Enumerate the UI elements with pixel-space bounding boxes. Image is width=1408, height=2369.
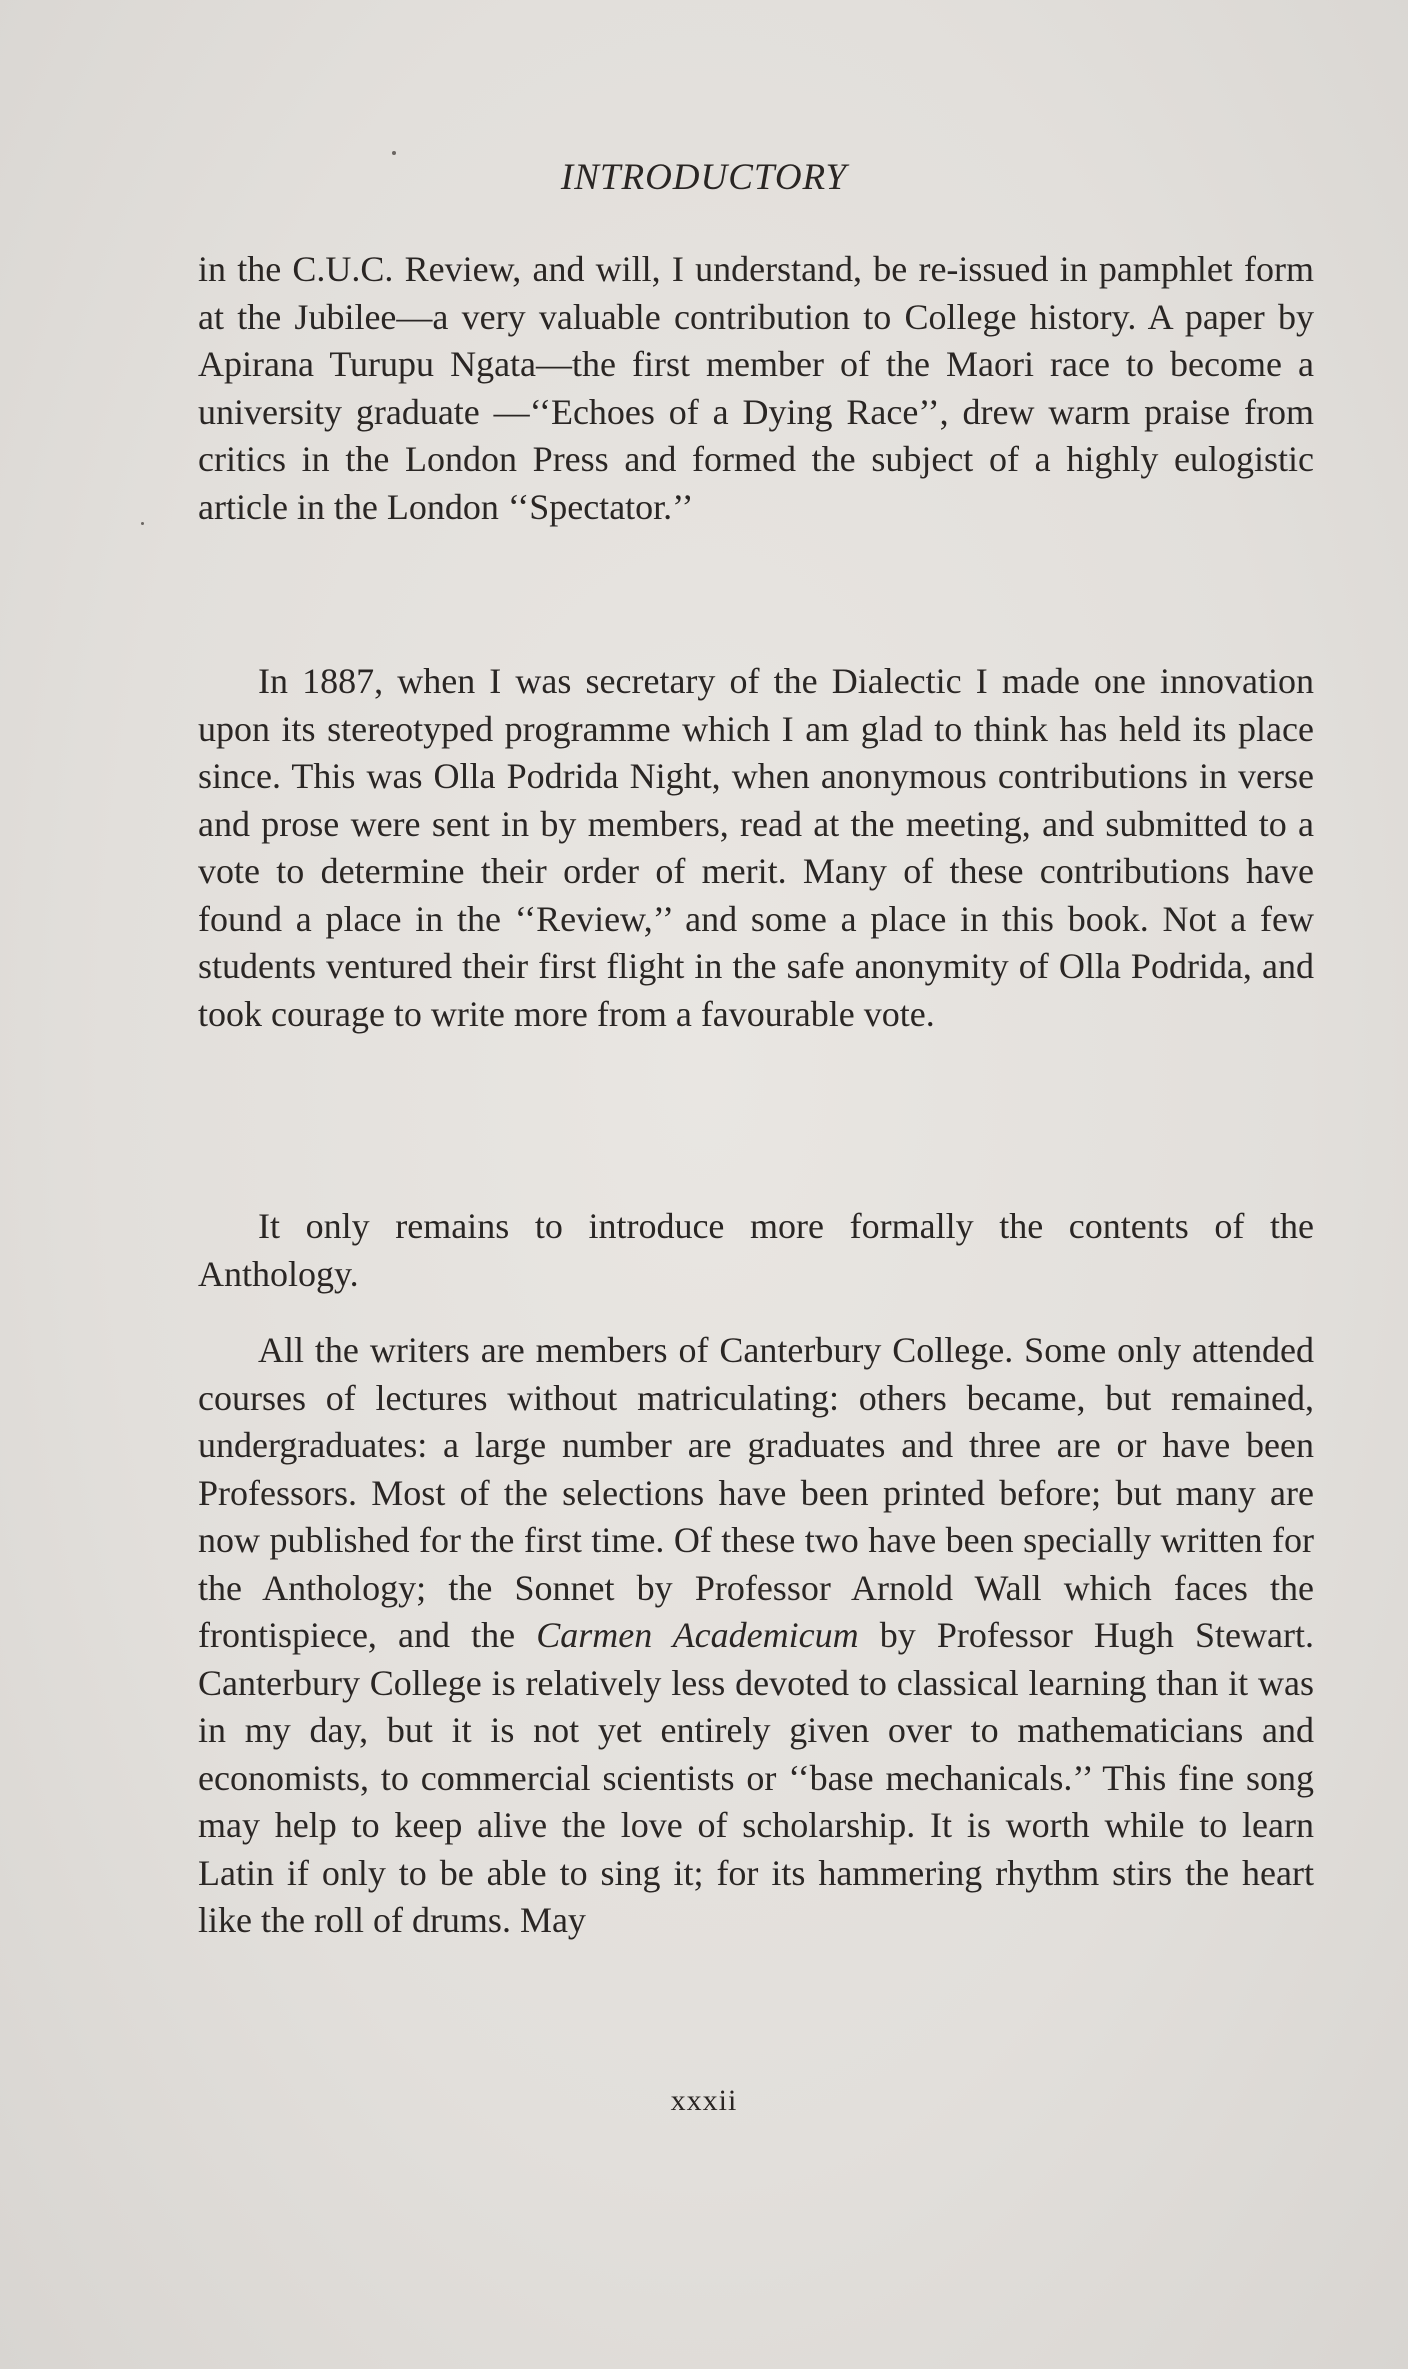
paragraph-4-text-a: All the writers are members of Canterbury College. Some only attended courses of lectures without matriculating: others became, but remained, undergraduates: a large number are graduates and three are or have been Professors. Most of the selections have been printed before; but many are now published for the first time. Of these two have been specially written for the Anthology; the Sonnet by Professor Arnold Wall which faces the frontispiece, and the	[198, 1330, 1314, 1655]
page-number: xxxii	[670, 2084, 738, 2117]
paragraph-2-block	[198, 658, 1314, 1038]
paragraph-1-block	[198, 246, 1314, 531]
paragraph-3: It only remains to introduce more formally the contents of the Anthology.	[198, 1206, 1314, 1294]
paper-speck	[141, 522, 144, 525]
paper-speck	[392, 151, 396, 155]
paragraph-4	[198, 1327, 1314, 1945]
paragraph-4-block	[198, 1327, 1314, 1945]
carmen-academicum-title: Carmen Academicum	[536, 1615, 859, 1655]
running-head: INTRODUCTORY	[560, 157, 848, 198]
paragraph-4-text-b: by Professor Hugh Stewart. Canterbury College is relatively less devoted to classical learning than it was in my day, but it is not yet entirely given over to mathematicians and economists, to commercial scientists or ‘‘base mechanicals.’’ This fine song may help to keep alive the love of scholarship. It is worth while to learn Latin if only to be able to sing it; for its hammering rhythm stirs the heart like the roll of drums. May	[198, 1615, 1314, 1940]
paragraph-3-block	[198, 1203, 1314, 1298]
paragraph-2: In 1887, when I was secretary of the Dialectic I made one innovation upon its stereotyped programme which I am glad to think has held its place since. This was Olla Podrida Night, when anonymous contributions in verse and prose were sent in by members, read at the meeting, and submitted to a vote to determine their order of merit. Many of these contributions have found a place in the ‘‘Review,’’ and some a place in this book. Not a few students ventured their first flight in the safe anonymity of Olla Podrida, and took courage to write more from a favourable vote.	[198, 661, 1314, 1034]
paragraph-1: in the C.U.C. Review, and will, I understand, be re-issued in pamphlet form at the Jubilee—a very valuable contribution to College history. A paper by Apirana Turupu Ngata—the first member of the Maori race to become a university graduate —‘‘Echoes of a Dying Race’’, drew warm praise from critics in the London Press and formed the subject of a highly eulogistic article in the London ‘‘Spectator.’’	[198, 249, 1314, 527]
